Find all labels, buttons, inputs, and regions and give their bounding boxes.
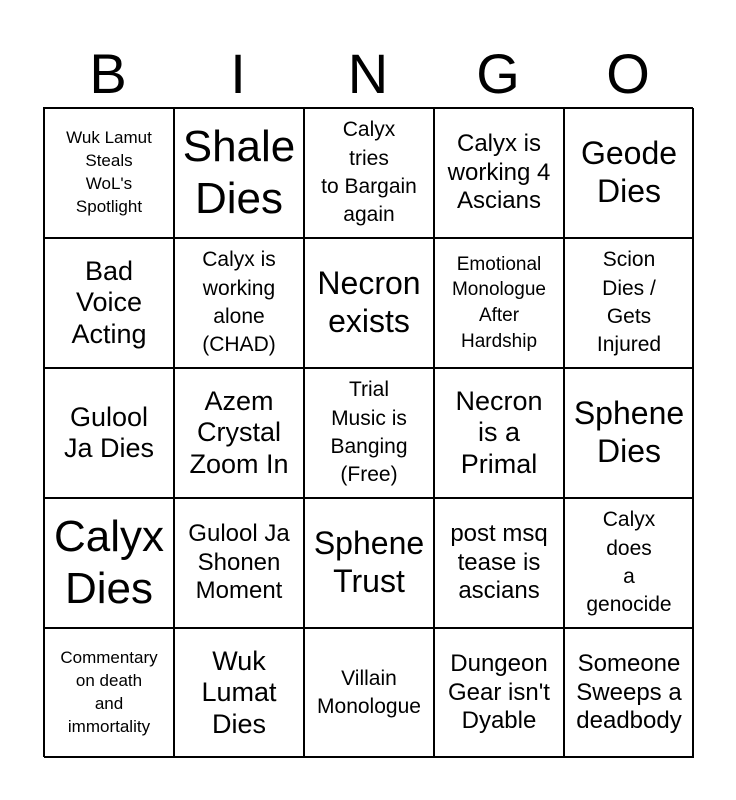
bingo-cell[interactable]: Sphene Trust: [304, 498, 434, 628]
bingo-cell[interactable]: Azem Crystal Zoom In: [174, 368, 304, 498]
bingo-cell[interactable]: Bad Voice Acting: [44, 238, 174, 368]
bingo-cell[interactable]: Gulool Ja Dies: [44, 368, 174, 498]
bingo-cell[interactable]: Wuk Lamut Steals WoL's Spotlight: [44, 108, 174, 238]
bingo-cell[interactable]: Emotional Monologue After Hardship: [434, 238, 564, 368]
bingo-cell[interactable]: Villain Monologue: [304, 628, 434, 758]
bingo-cell[interactable]: Calyx does a genocide: [564, 498, 694, 628]
bingo-cell[interactable]: Necron exists: [304, 238, 434, 368]
bingo-cell[interactable]: Wuk Lumat Dies: [174, 628, 304, 758]
bingo-cell[interactable]: Trial Music is Banging (Free): [304, 368, 434, 498]
bingo-cell[interactable]: Shale Dies: [174, 108, 304, 238]
bingo-cell[interactable]: post msq tease is ascians: [434, 498, 564, 628]
bingo-cell[interactable]: Necron is a Primal: [434, 368, 564, 498]
bingo-header: [43, 42, 693, 106]
bingo-board: [43, 107, 693, 757]
bingo-cell[interactable]: Gulool Ja Shonen Moment: [174, 498, 304, 628]
bingo-cell[interactable]: Calyx is working 4 Ascians: [434, 108, 564, 238]
bingo-cell[interactable]: Commentary on death and immortality: [44, 628, 174, 758]
header-letter-b: B: [89, 42, 127, 105]
bingo-cell[interactable]: Calyx tries to Bargain again: [304, 108, 434, 238]
bingo-cell[interactable]: Geode Dies: [564, 108, 694, 238]
header-letter-n: N: [347, 42, 389, 105]
header-letter-i: I: [230, 42, 246, 105]
bingo-cell[interactable]: Calyx is working alone (CHAD): [174, 238, 304, 368]
bingo-cell[interactable]: Scion Dies / Gets Injured: [564, 238, 694, 368]
bingo-cell[interactable]: Someone Sweeps a deadbody: [564, 628, 694, 758]
bingo-cell[interactable]: Sphene Dies: [564, 368, 694, 498]
header-letter-o: O: [606, 42, 650, 105]
header-letter-g: G: [476, 42, 520, 105]
bingo-cell[interactable]: Calyx Dies: [44, 498, 174, 628]
bingo-cell[interactable]: Dungeon Gear isn't Dyable: [434, 628, 564, 758]
